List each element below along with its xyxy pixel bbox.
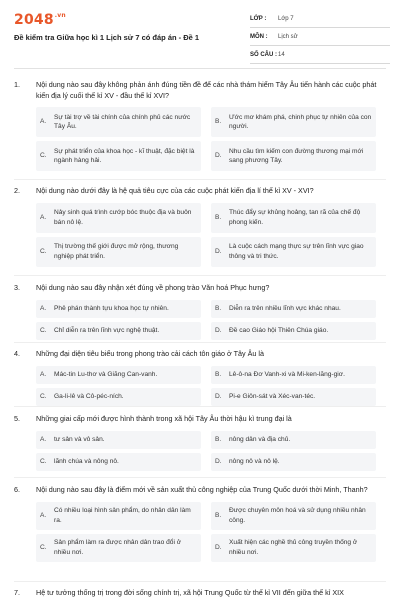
question-number: 1. — [14, 80, 20, 89]
question-divider — [14, 581, 386, 582]
meta-key: LỚP : — [250, 15, 267, 22]
question-number: 6. — [14, 485, 20, 494]
header-divider — [14, 68, 386, 69]
option-a[interactable] — [36, 107, 201, 137]
meta-value: 14 — [278, 51, 285, 58]
option-letter: A. — [40, 213, 47, 221]
question-divider — [14, 477, 386, 478]
exam-meta — [250, 10, 390, 64]
option-b[interactable] — [211, 300, 376, 318]
option-text: Nhu cầu tìm kiếm con đường thương mại mới sang phương Tây. — [229, 147, 364, 164]
option-text: Sản phẩm làm ra được nhân dân trao đổi ở nhiều nơi. — [54, 539, 182, 556]
option-text: Ước mơ khám phá, chinh phục tự nhiên của con người. — [229, 113, 372, 130]
question-text: Nội dung nào sau đây nhận xét đúng về phong trào Văn hoá Phục hưng? — [36, 283, 270, 292]
option-letter: C. — [40, 247, 47, 255]
option-letter: D. — [215, 392, 222, 400]
option-letter: A. — [40, 511, 47, 519]
question-7 — [14, 588, 386, 599]
option-letter: A. — [40, 370, 47, 378]
question-1 — [14, 80, 386, 175]
option-text: Chỉ diễn ra trên lĩnh vực nghệ thuật. — [54, 326, 160, 334]
question-2 — [14, 186, 386, 271]
option-text: Sự phát triển của khoa học - kĩ thuật, đặc biệt là ngành hàng hải. — [54, 147, 195, 164]
option-letter: B. — [215, 435, 222, 443]
question-6 — [14, 485, 386, 566]
option-letter: A. — [40, 304, 47, 312]
option-text: Thị trường thế giới được mở rộng, thương nghiệp phát triển. — [54, 243, 179, 260]
option-text: Được chuyên môn hoá và sử dụng nhiều nhân công. — [229, 507, 366, 524]
option-d[interactable] — [211, 141, 376, 171]
question-number: 2. — [14, 186, 20, 195]
question-number: 3. — [14, 283, 20, 292]
meta-row-grade — [250, 10, 390, 28]
option-letter: B. — [215, 511, 222, 519]
option-b[interactable] — [211, 366, 376, 384]
question-text: Nội dung nào sau đây là điểm mới về sản xuất thủ công nghiệp của Trung Quốc dưới thời Minh, Thanh? — [36, 485, 368, 494]
option-d[interactable] — [211, 237, 376, 267]
option-a[interactable] — [36, 431, 201, 449]
option-a[interactable] — [36, 203, 201, 233]
question-text: Những giai cấp mới được hình thành trong xã hội Tây Âu thời hậu kì trung đại là — [36, 414, 292, 423]
option-text: Mác-tin Lu-thơ và Giăng Can-vanh. — [54, 370, 158, 378]
option-text: Pi-e Giôn-sát và Xéc-van-téc. — [229, 392, 316, 400]
exam-title: Đề kiểm tra Giữa học kì 1 Lịch sử 7 có đáp án - Đề 1 — [14, 33, 200, 42]
meta-value: Lớp 7 — [278, 15, 294, 22]
option-a[interactable] — [36, 502, 201, 530]
question-divider — [14, 275, 386, 276]
site-logo[interactable] — [14, 12, 66, 28]
option-letter: B. — [215, 118, 222, 126]
option-letter: D. — [215, 326, 222, 334]
question-text: Hệ tư tưởng thống trị trong đời sống chính trị, xã hội Trung Quốc từ thế kỉ VII đến giữa thế kỉ XIX — [36, 588, 344, 597]
option-text: Sự tài trợ về tài chính của chính phủ các nước Tây Âu. — [54, 113, 191, 130]
option-letter: C. — [40, 457, 47, 465]
option-text: tư sản và vô sản. — [54, 435, 105, 443]
option-c[interactable] — [36, 322, 201, 340]
option-text: Có nhiều loại hình sản phẩm, do nhân dân làm ra. — [54, 507, 191, 524]
logo-text: 2048 — [14, 12, 54, 28]
question-text: Nội dung nào dưới đây là hệ quả tiêu cực của các cuộc phát kiến địa lí thế kỉ XV - XVI? — [36, 186, 314, 195]
question-divider — [14, 406, 386, 407]
question-3 — [14, 283, 386, 344]
option-letter: A. — [40, 435, 47, 443]
option-text: Lê-ô-na Đơ Vanh-xi và Mi-ken-lăng-giơ. — [229, 370, 345, 378]
option-b[interactable] — [211, 203, 376, 233]
option-letter: D. — [215, 457, 222, 465]
meta-row-count — [250, 46, 390, 64]
option-letter: B. — [215, 304, 222, 312]
option-d[interactable] — [211, 453, 376, 471]
meta-key: SỐ CÂU : — [250, 51, 277, 58]
option-d[interactable] — [211, 388, 376, 406]
option-d[interactable] — [211, 322, 376, 340]
meta-key: MÔN : — [250, 33, 268, 40]
option-text: Ga-li-lê và Cô-péc-ních. — [54, 392, 124, 400]
option-letter: B. — [215, 213, 222, 221]
logo-domain: .vn — [54, 12, 66, 19]
option-b[interactable] — [211, 502, 376, 530]
option-a[interactable] — [36, 300, 201, 318]
option-text: Thúc đẩy sự khủng hoảng, tan rã của chế độ phong kiến. — [229, 209, 361, 226]
question-divider — [14, 342, 386, 343]
option-letter: D. — [215, 152, 222, 160]
option-letter: D. — [215, 543, 222, 551]
option-text: Xuất hiện các nghề thủ công truyền thống ở nhiều nơi. — [229, 539, 358, 556]
option-text: Diễn ra trên nhiều lĩnh vực khác nhau. — [229, 304, 341, 312]
option-c[interactable] — [36, 237, 201, 267]
question-number: 4. — [14, 349, 20, 358]
option-text: lãnh chúa và nông nô. — [54, 457, 119, 465]
option-text: Đề cao Giáo hội Thiên Chúa giáo. — [229, 326, 329, 334]
option-b[interactable] — [211, 431, 376, 449]
question-divider — [14, 179, 386, 180]
option-text: Nảy sinh quá trình cướp bóc thuộc địa và buôn bán nô lệ. — [54, 209, 192, 226]
question-4 — [14, 349, 386, 410]
option-letter: C. — [40, 392, 47, 400]
meta-value: Lịch sử — [278, 33, 298, 40]
question-text: Những đại diện tiêu biểu trong phong trào cải cách tôn giáo ở Tây Âu là — [36, 349, 264, 358]
question-number: 5. — [14, 414, 20, 423]
meta-row-subject — [250, 28, 390, 46]
question-text: Nội dung nào sau đây không phản ánh đúng tiền đề để các nhà thám hiểm Tây Âu tiến hành các cuộc phát kiến địa lý cuối thế kỉ XV - đầu thế kỉ XVI? — [36, 80, 377, 100]
option-letter: A. — [40, 118, 47, 126]
option-letter: D. — [215, 247, 222, 255]
option-c[interactable] — [36, 388, 201, 406]
option-text: Phê phán thành tựu khoa học tự nhiên. — [54, 304, 169, 312]
option-c[interactable] — [36, 141, 201, 171]
option-text: nông dân và địa chủ. — [229, 435, 291, 443]
option-d[interactable] — [211, 534, 376, 562]
option-b[interactable] — [211, 107, 376, 137]
option-letter: C. — [40, 326, 47, 334]
option-letter: C. — [40, 543, 47, 551]
option-text: Là cuộc cách mạng thực sự trên lĩnh vực giao thông và tri thức. — [229, 243, 364, 260]
question-number: 7. — [14, 588, 20, 597]
question-5 — [14, 414, 386, 475]
option-a[interactable] — [36, 366, 201, 384]
option-c[interactable] — [36, 453, 201, 471]
option-letter: C. — [40, 152, 47, 160]
option-letter: B. — [215, 370, 222, 378]
option-text: nông nô và nô lệ. — [229, 457, 280, 465]
option-c[interactable] — [36, 534, 201, 562]
